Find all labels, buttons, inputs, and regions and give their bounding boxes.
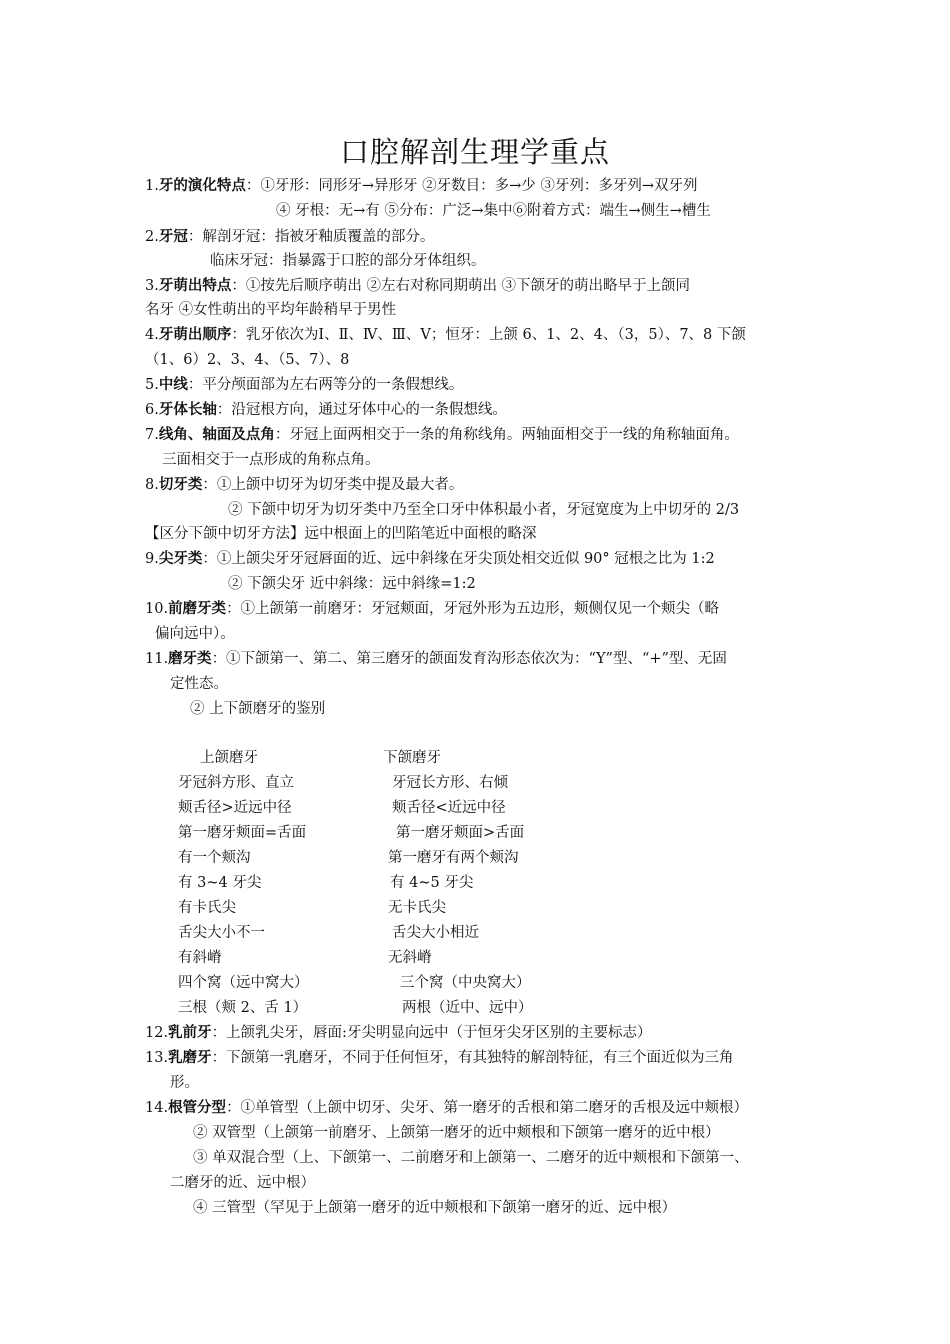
compare-lower-4: 第一磨牙有两个颊沟 (388, 850, 519, 866)
section-10-line-1: 10.前磨牙类：①上颌第一前磨牙：牙冠颊面，牙冠外形为五边形，颊侧仅见一个颊尖（略 (145, 600, 720, 617)
section-14-line-1: 14.根管分型：①单管型（上颌中切牙、尖牙、第一磨牙的舌根和第二磨牙的舌根及远中颊根） (145, 1099, 749, 1116)
section-2-heading: 牙冠 (158, 228, 188, 245)
section-3-heading: 牙萌出特点 (158, 277, 232, 294)
section-11-line-2: 定性态。 (170, 676, 228, 692)
section-12-heading: 乳前牙 (168, 1024, 212, 1041)
section-13-heading: 乳磨牙 (168, 1049, 212, 1066)
section-8-line-1: 8.切牙类：①上颌中切牙为切牙类中提及最大者。 (145, 476, 464, 493)
compare-upper-2: 颊舌径>近远中径 (178, 800, 292, 816)
section-5-heading: 中线 (158, 376, 188, 393)
section-1-heading: 牙的演化特点 (158, 177, 246, 194)
section-13-line-1: 13.乳磨牙：下颌第一乳磨牙，不同于任何恒牙，有其独特的解剖特征，有三个面近似为三角 (145, 1049, 734, 1066)
compare-lower-5: 有 4~5 牙尖 (390, 875, 474, 891)
section-14-heading: 根管分型 (168, 1099, 227, 1116)
section-9-line-2: ② 下颌尖牙 近中斜缘：远中斜缘=1:2 (228, 576, 476, 592)
section-14-line-4: 二磨牙的近、远中根） (170, 1175, 315, 1191)
section-13-line-2: 形。 (170, 1075, 199, 1091)
compare-upper-4: 有一个颊沟 (178, 850, 251, 866)
compare-lower-2: 颊舌径<近远中径 (392, 800, 506, 816)
compare-lower-7: 舌尖大小相近 (392, 925, 479, 941)
compare-lower-3: 第一磨牙颊面>舌面 (396, 825, 525, 841)
compare-upper-3: 第一磨牙颊面=舌面 (178, 825, 307, 841)
section-2-line-2: 临床牙冠：指暴露于口腔的部分牙体组织。 (210, 253, 486, 269)
section-11-line-1: 11.磨牙类：①下颌第一、第二、第三磨牙的颌面发育沟形态依次为：“Y”型、“+”型、无固 (145, 650, 727, 667)
compare-upper-8: 有斜嵴 (178, 950, 222, 966)
section-11-heading: 磨牙类 (168, 650, 212, 667)
section-3-line-1: 3.牙萌出特点：①按先后顺序萌出 ②左右对称同期萌出 ③下颌牙的萌出略早于上颌同 (145, 277, 691, 294)
compare-lower-1: 牙冠长方形、右倾 (392, 775, 508, 791)
section-7-line-1: 7.线角、轴面及点角：牙冠上面两相交于一条的角称线角。两轴面相交于一线的角称轴面角。 (145, 426, 739, 443)
compare-lower-8: 无斜嵴 (388, 950, 432, 966)
section-4-line-2: （1、6）2、3、4、（5、7）、8 (145, 352, 350, 368)
compare-upper-6: 有卡氏尖 (178, 900, 236, 916)
upper-molar-header: 上颌磨牙 (200, 750, 258, 766)
section-9-heading: 尖牙类 (158, 550, 203, 567)
section-11-line-3: ② 上下颌磨牙的鉴别 (190, 701, 326, 717)
section-8-line-2: ② 下颌中切牙为切牙类中乃至全口牙中体积最小者，牙冠宽度为上中切牙的 2/3 (228, 502, 740, 518)
compare-lower-6: 无卡氏尖 (388, 900, 446, 916)
section-12-line-1: 12.乳前牙：上颌乳尖牙，唇面:牙尖明显向远中（于恒牙尖牙区别的主要标志） (145, 1024, 652, 1041)
section-14-line-5: ④ 三管型（罕见于上颌第一磨牙的近中颊根和下颌第一磨牙的近、远中根） (193, 1200, 677, 1216)
section-8-heading: 切牙类 (158, 476, 203, 493)
lower-molar-header: 下颌磨牙 (383, 750, 441, 766)
compare-upper-7: 舌尖大小不一 (178, 925, 265, 941)
section-2-line-1: 2.牙冠：解剖牙冠：指被牙釉质覆盖的部分。 (145, 228, 435, 245)
compare-upper-10: 三根（颊 2、舌 1） (178, 1000, 308, 1016)
document-title: 口腔解剖生理学重点 (339, 135, 610, 169)
compare-upper-1: 牙冠斜方形、直立 (178, 775, 294, 791)
section-14-line-2: ② 双管型（上颌第一前磨牙、上颌第一磨牙的近中颊根和下颌第一磨牙的近中根） (193, 1125, 720, 1141)
compare-lower-9: 三个窝（中央窝大） (400, 975, 531, 991)
section-14-line-3: ③ 单双混合型（上、下颌第一、二前磨牙和上颌第一、二磨牙的近中颊根和下颌第一、 (193, 1150, 749, 1166)
section-1-line-2: ④ 牙根：无→有 ⑤分布：广泛→集中⑥附着方式：端生→侧生→槽生 (276, 203, 711, 219)
section-4-heading: 牙萌出顺序 (158, 326, 232, 343)
section-4-line-1: 4.牙萌出顺序：乳牙依次为Ⅰ、Ⅱ、Ⅳ、Ⅲ、Ⅴ；恒牙：上颌 6、1、2、4、（3，5）、7、8 下颌 (145, 326, 746, 343)
section-5-line-1: 5.中线：平分颅面部为左右两等分的一条假想线。 (145, 376, 464, 393)
section-8-line-3: 【区分下颌中切牙方法】远中根面上的凹陷笔近中面根的略深 (145, 526, 537, 542)
section-10-heading: 前磨牙类 (168, 600, 227, 617)
section-1-line-1: 1.牙的演化特点：①牙形：同形牙→异形牙 ②牙数目：多→少 ③牙列：多牙列→双牙列 (145, 177, 698, 194)
section-3-line-2: 名牙 ④女性萌出的平均年龄稍早于男性 (145, 302, 397, 318)
section-6-heading: 牙体长轴 (158, 401, 217, 418)
section-6-line-1: 6.牙体长轴：沿冠根方向，通过牙体中心的一条假想线。 (145, 401, 507, 418)
section-10-line-2: 偏向远中）。 (155, 626, 235, 642)
section-7-heading: 线角、轴面及点角 (158, 426, 275, 443)
compare-upper-5: 有 3~4 牙尖 (178, 875, 262, 891)
section-9-line-1: 9.尖牙类：①上颌尖牙牙冠唇面的近、远中斜缘在牙尖顶处相交近似 90° 冠根之比为 1:2 (145, 550, 715, 567)
section-7-line-2: 三面相交于一点形成的角称点角。 (162, 452, 380, 468)
compare-upper-9: 四个窝（远中窝大） (178, 975, 309, 991)
compare-lower-10: 两根（近中、远中） (402, 1000, 533, 1016)
